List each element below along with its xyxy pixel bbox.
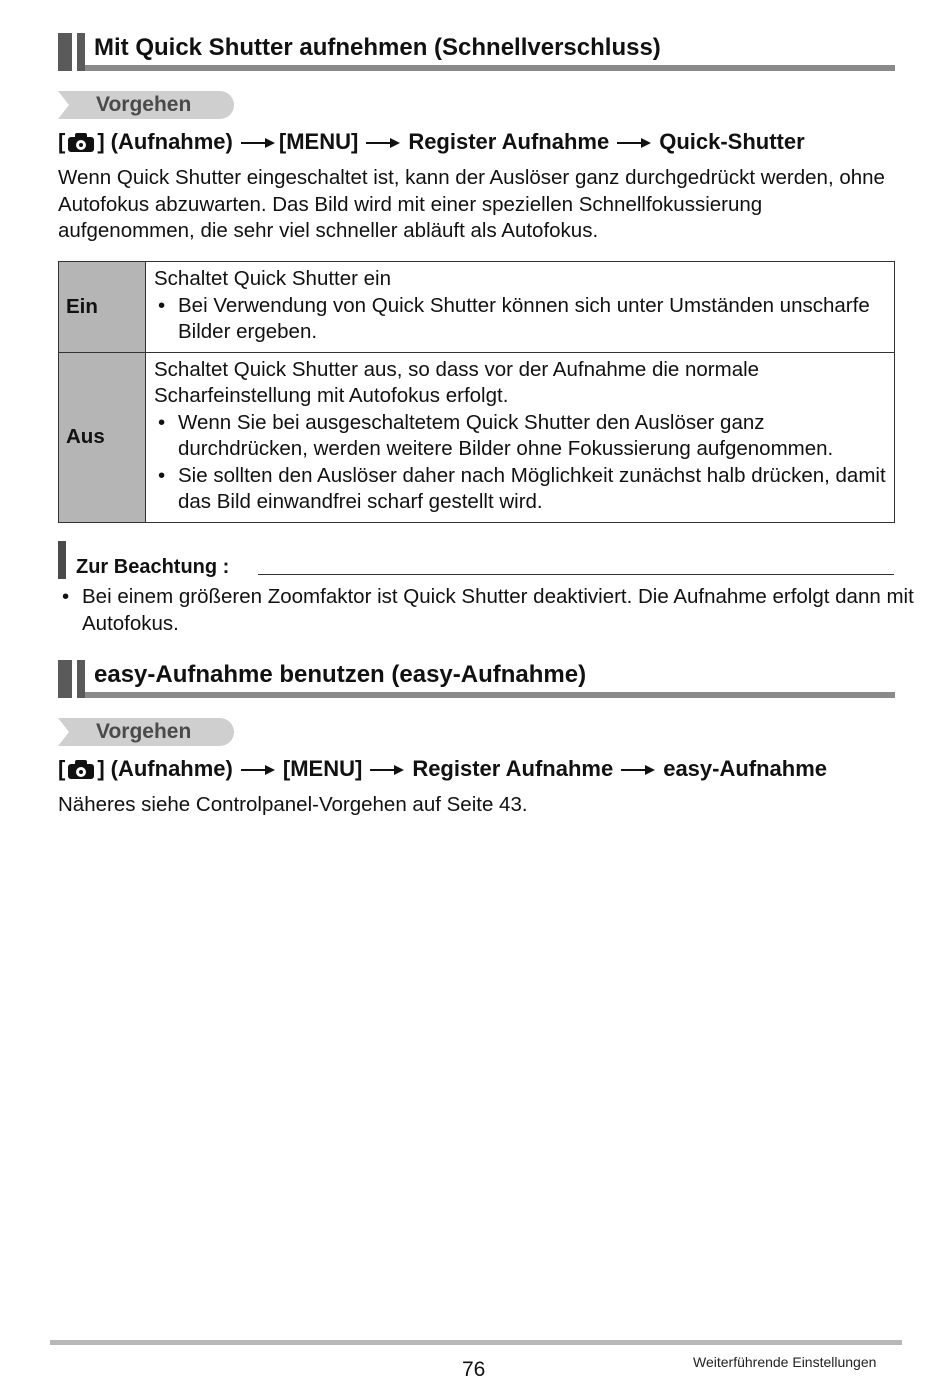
bracket-open: [ — [58, 129, 66, 154]
procedure-step-mode: (Aufnahme) — [110, 129, 233, 154]
bullet-dot: • — [158, 463, 166, 487]
camera-icon — [67, 132, 95, 152]
table-row-value — [146, 262, 895, 353]
bullet-dot: • — [62, 585, 70, 608]
heading-underline — [85, 692, 895, 698]
heading-marker — [77, 33, 85, 71]
procedure-path — [58, 756, 827, 782]
arrow-right-icon — [241, 138, 275, 148]
note-text: Bei einem größeren Zoomfaktor ist Quick Shutter deaktiviert. Die Aufnahme erfolgt dann mit Autofokus. — [82, 585, 914, 635]
heading-marker — [58, 660, 72, 698]
section-title: easy-Aufnahme benutzen (easy-Aufnahme) — [94, 661, 587, 688]
bracket-close: ] — [97, 129, 105, 154]
table-row-key: Ein — [59, 262, 146, 353]
heading-underline — [85, 65, 895, 71]
bullet-item — [154, 410, 888, 463]
table-row — [59, 352, 895, 522]
bullet-text: Wenn Sie bei ausgeschaltetem Quick Shutter den Auslöser ganz durchdrücken, werden weitere Bilder ohne Fokussierung aufgenommen. — [178, 410, 834, 460]
procedure-step-tab: Register Aufnahme — [412, 756, 614, 781]
procedure-badge — [58, 718, 234, 746]
section-description: Wenn Quick Shutter eingeschaltet ist, kann der Auslöser ganz durchgedrückt werden, ohne Autofokus abzuwarten. Das Bild wird mit einer speziellen Schnellfokussierung aufgenommen, die sehr viel schneller abläuft als Autofokus. — [58, 166, 885, 242]
section-heading-easy-mode — [58, 660, 895, 698]
section-description: Näheres siehe Controlpanel-Vorgehen auf Seite 43. — [58, 793, 528, 816]
procedure-badge-label: Vorgehen — [96, 720, 192, 743]
bracket-close: ] — [97, 756, 105, 781]
arrow-right-icon — [617, 138, 651, 148]
arrow-right-icon — [366, 138, 400, 148]
table-row-desc: Schaltet Quick Shutter aus, so dass vor der Aufnahme die normale Scharfeinstellung mit Autofokus erfolgt. — [154, 357, 760, 407]
arrow-right-icon — [621, 765, 655, 775]
bullet-text: Sie sollten den Auslöser daher nach Möglichkeit zunächst halb drücken, damit das Bild einwandfrei scharf gestellt wird. — [178, 463, 886, 513]
badge-notch — [58, 718, 69, 746]
arrow-right-icon — [370, 765, 404, 775]
arrow-right-icon — [241, 765, 275, 775]
heading-marker — [58, 33, 72, 71]
note-marker — [58, 541, 66, 579]
section-heading-quick-shutter — [58, 33, 895, 71]
note-bullet — [58, 584, 922, 637]
note-rule — [258, 574, 894, 575]
procedure-step-tab: Register Aufnahme — [408, 129, 610, 154]
procedure-step-setting: Quick-Shutter — [659, 129, 805, 154]
procedure-path — [58, 129, 805, 155]
table-row — [59, 262, 895, 353]
heading-marker — [77, 660, 85, 698]
chapter-label: Weiterführende Einstellungen — [693, 1354, 877, 1370]
procedure-step-menu: [MENU] — [282, 756, 363, 781]
bullet-item — [154, 463, 888, 516]
settings-table — [58, 261, 895, 523]
section-title: Mit Quick Shutter aufnehmen (Schnellverschluss) — [94, 34, 661, 61]
bracket-open: [ — [58, 756, 66, 781]
procedure-badge-label: Vorgehen — [96, 93, 192, 116]
procedure-step-mode: (Aufnahme) — [110, 756, 233, 781]
procedure-step-menu: [MENU] — [278, 129, 359, 154]
table-row-value — [146, 352, 895, 522]
footer-rule — [50, 1340, 902, 1345]
table-row-key: Aus — [59, 352, 146, 522]
bullet-dot: • — [158, 410, 166, 434]
camera-icon — [67, 759, 95, 779]
bullet-text: Bei Verwendung von Quick Shutter können sich unter Umständen unscharfe Bilder ergeben. — [178, 293, 870, 343]
badge-notch — [58, 91, 69, 119]
bullet-dot: • — [158, 293, 166, 317]
procedure-step-setting: easy-Aufnahme — [663, 756, 828, 781]
note-title: Zur Beachtung : — [76, 556, 230, 578]
table-row-desc: Schaltet Quick Shutter ein — [154, 267, 392, 290]
bullet-item — [154, 293, 888, 346]
procedure-badge — [58, 91, 234, 119]
page-number: 76 — [462, 1358, 486, 1381]
